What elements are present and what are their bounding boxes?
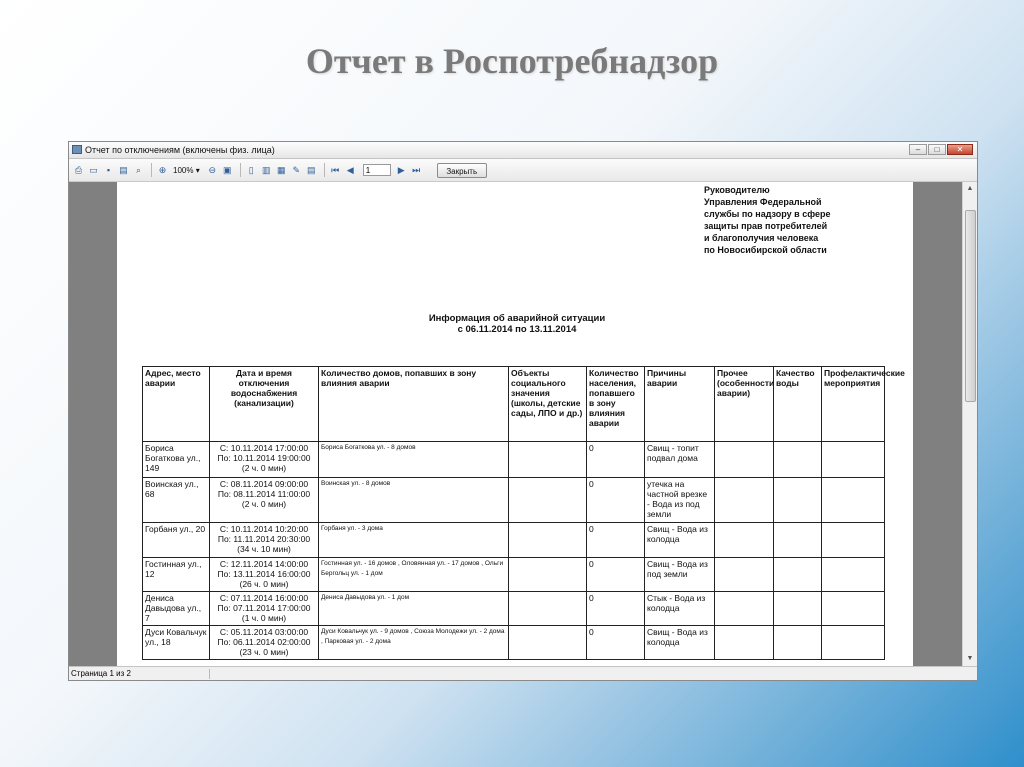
cell-houses: Дениса Давыдова ул. - 1 дом: [319, 592, 509, 626]
window-titlebar: [69, 142, 977, 159]
datetime-duration: (34 ч. 10 мин): [237, 544, 291, 554]
cell-quality: [774, 592, 822, 626]
cell-population: 0: [587, 626, 645, 660]
cell-datetime: [210, 442, 319, 478]
cell-population: 0: [587, 523, 645, 558]
cell-population: 0: [587, 558, 645, 592]
recipient-line: службы по надзору в сфере: [704, 209, 831, 219]
table-row: [143, 478, 885, 523]
report-viewer-window: [68, 141, 978, 681]
datetime-to: По: 11.11.2014 20:30:00: [217, 534, 311, 544]
zoom-select[interactable]: 100% ▾: [173, 165, 200, 175]
column-header: Количество домов, попавших в зону влияния аварии: [319, 367, 509, 442]
cell-houses: Воинская ул. - 8 домов: [319, 478, 509, 523]
thumbnails-icon[interactable]: ▦: [276, 164, 286, 175]
column-header: Качество воды: [774, 367, 822, 442]
open-folder-icon[interactable]: ▭: [89, 164, 98, 175]
cell-cause: утечка на частной врезке - Вода из под земли: [645, 478, 715, 523]
cell-quality: [774, 478, 822, 523]
minimize-button[interactable]: –: [909, 144, 927, 155]
column-header: Профелактические мероприятия: [822, 367, 885, 442]
cell-measures: [822, 558, 885, 592]
cell-measures: [822, 523, 885, 558]
zoom-value: 100%: [173, 165, 194, 175]
cell-measures: [822, 626, 885, 660]
toolbar-separator: [151, 163, 152, 177]
report-table: [142, 366, 905, 660]
cell-other: [715, 478, 774, 523]
report-title-line: Информация об аварийной ситуации: [428, 313, 606, 324]
cell-address: Дуси Ковальчук ул., 18: [143, 626, 210, 660]
cell-houses: Дуси Ковальчук ул. - 9 домов , Союза Молодежи ул. - 2 дома , Парковая ул. - 2 дома: [319, 626, 509, 660]
toolbar-separator: [240, 163, 241, 177]
window-controls: [908, 144, 973, 155]
report-page: [117, 182, 913, 666]
column-header: Дата и время отключения водоснабжения (канализации): [210, 367, 319, 442]
report-viewport[interactable]: [69, 182, 977, 666]
first-page-icon[interactable]: ⏮: [331, 164, 340, 175]
datetime-from: С: 05.11.2014 03:00:00: [219, 627, 309, 637]
cell-objects: [509, 558, 587, 592]
cell-measures: [822, 478, 885, 523]
recipient-line: защиты прав потребителей: [704, 221, 828, 231]
cell-objects: [509, 523, 587, 558]
export-icon[interactable]: ▤: [119, 164, 128, 175]
cell-population: 0: [587, 478, 645, 523]
cell-quality: [774, 442, 822, 478]
next-page-icon[interactable]: ▶: [397, 164, 405, 175]
print-icon[interactable]: ⎙: [74, 164, 83, 175]
slide-title: Отчет в Роспотребнадзор: [305, 41, 719, 81]
cell-address: Дениса Давыдова ул., 7: [143, 592, 210, 626]
toolbar: [69, 159, 977, 182]
cell-quality: [774, 523, 822, 558]
column-header: Количество населения, попавшего в зону влияния аварии: [587, 367, 645, 442]
table-row: [143, 626, 885, 660]
cell-objects: [509, 592, 587, 626]
window-title: Отчет по отключениям (включены физ. лица): [85, 145, 275, 155]
edit-icon[interactable]: ✎: [292, 164, 300, 175]
cell-cause: Свищ - топит подвал дома: [645, 442, 715, 478]
cell-measures: [822, 442, 885, 478]
cell-other: [715, 592, 774, 626]
zoom-icon[interactable]: ⊕: [158, 164, 167, 175]
cell-other: [715, 626, 774, 660]
report-table-body: [143, 442, 885, 660]
datetime-from: С: 10.11.2014 17:00:00: [219, 443, 309, 453]
cell-datetime: [210, 523, 319, 558]
datetime-duration: (1 ч. 0 мин): [241, 613, 287, 623]
cell-other: [715, 442, 774, 478]
recipient-line: по Новосибирской области: [704, 245, 827, 255]
cell-population: 0: [587, 442, 645, 478]
column-header: Прочее (особенности аварии): [715, 367, 774, 442]
cell-address: Бориса Богаткова ул., 149: [143, 442, 210, 478]
datetime-to: По: 06.11.2014 02:00:00: [217, 637, 311, 647]
recipient-line: Руководителю: [704, 185, 770, 195]
cell-datetime: [210, 592, 319, 626]
datetime-to: По: 10.11.2014 19:00:00: [217, 453, 311, 463]
page-number-input[interactable]: 1: [363, 164, 391, 176]
toolbar-separator: [324, 163, 325, 177]
table-row: [143, 558, 885, 592]
cell-address: Воинская ул., 68: [143, 478, 210, 523]
cell-cause: Свищ - Вода из под земли: [645, 558, 715, 592]
cell-objects: [509, 442, 587, 478]
datetime-duration: (26 ч. 0 мин): [239, 579, 289, 589]
cell-objects: [509, 626, 587, 660]
find-icon[interactable]: ⌕: [135, 164, 142, 175]
recipient-line: и благополучия человека: [704, 233, 819, 243]
datetime-to: По: 07.11.2014 17:00:00: [217, 603, 311, 613]
datetime-from: С: 07.11.2014 16:00:00: [219, 593, 309, 603]
cell-cause: Стык - Вода из колодца: [645, 592, 715, 626]
vertical-scrollbar[interactable]: [962, 182, 977, 666]
single-page-icon[interactable]: ▯: [248, 164, 254, 175]
datetime-from: С: 10.11.2014 10:20:00: [219, 524, 309, 534]
table-row: [143, 592, 885, 626]
cell-measures: [822, 592, 885, 626]
cell-datetime: [210, 558, 319, 592]
cell-other: [715, 523, 774, 558]
cell-houses: Гостинная ул. - 16 домов , Оловянная ул. - 17 домов , Ольги Бергольц ул. - 1 дом: [319, 558, 509, 592]
prev-page-icon[interactable]: ◀: [346, 164, 354, 175]
zoom-out-icon[interactable]: ⊖: [208, 164, 216, 175]
scrollbar-thumb[interactable]: [965, 210, 976, 402]
cell-address: Гостинная ул., 12: [143, 558, 210, 592]
status-separator: [209, 669, 210, 679]
maximize-button[interactable]: □: [928, 144, 946, 155]
column-header: Причины аварии: [645, 367, 715, 442]
column-header: Объекты социального значения (школы, детские сады, ЛПО и др.): [509, 367, 587, 442]
cell-other: [715, 558, 774, 592]
save-icon[interactable]: ▪: [106, 164, 111, 175]
cell-cause: Свищ - Вода из колодца: [645, 626, 715, 660]
datetime-duration: (2 ч. 0 мин): [241, 499, 287, 509]
close-window-button[interactable]: ✕: [947, 144, 973, 155]
cell-population: 0: [587, 592, 645, 626]
page-status: Страница 1 из 2: [71, 669, 131, 678]
cell-houses: Бориса Богаткова ул. - 8 домов: [319, 442, 509, 478]
table-row: [143, 523, 885, 558]
page-setup-icon[interactable]: ▥: [261, 164, 271, 175]
report-title: [357, 313, 677, 335]
datetime-duration: (2 ч. 0 мин): [241, 463, 287, 473]
table-header-row: [143, 367, 885, 442]
cell-cause: Свищ - Вода из колодца: [645, 523, 715, 558]
last-page-icon[interactable]: ⏭: [412, 164, 421, 175]
cell-houses: Горбаня ул. - 3 дома: [319, 523, 509, 558]
recipient-block: [704, 184, 874, 256]
report-period: с 06.11.2014 по 13.11.2014: [457, 324, 577, 335]
status-bar: [69, 666, 977, 680]
scroll-up-icon[interactable]: ▲: [966, 185, 974, 192]
datetime-from: С: 12.11.2014 14:00:00: [219, 559, 309, 569]
cell-address: Горбаня ул., 20: [143, 523, 210, 558]
recipient-line: Управления Федеральной: [704, 197, 822, 207]
datetime-duration: (23 ч. 0 мин): [239, 647, 289, 657]
close-report-button[interactable]: Закрыть: [437, 163, 487, 178]
app-icon: [72, 145, 82, 154]
cell-objects: [509, 478, 587, 523]
scroll-down-icon[interactable]: ▼: [966, 655, 974, 662]
outline-icon[interactable]: ▤: [306, 164, 316, 175]
datetime-to: По: 13.11.2014 16:00:00: [217, 569, 311, 579]
datetime-from: С: 08.11.2014 09:00:00: [219, 479, 309, 489]
cell-datetime: [210, 626, 319, 660]
column-header: Адрес, место аварии: [143, 367, 210, 442]
cell-quality: [774, 626, 822, 660]
cell-quality: [774, 558, 822, 592]
fit-page-icon[interactable]: ▣: [222, 164, 232, 175]
datetime-to: По: 08.11.2014 11:00:00: [217, 489, 311, 499]
cell-datetime: [210, 478, 319, 523]
table-row: [143, 442, 885, 478]
